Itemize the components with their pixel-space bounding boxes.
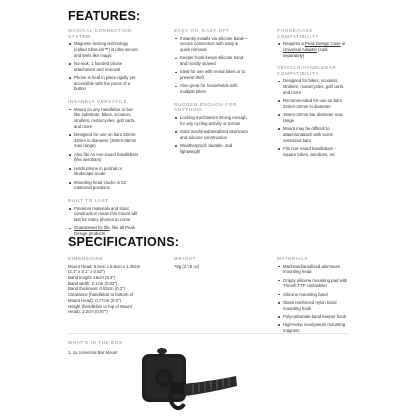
feature-list	[174, 36, 248, 95]
feature-list-item: Fits non-round handlebars - square tubes, aerobars, etc	[277, 146, 349, 157]
section-divider	[68, 333, 348, 334]
feature-list-item: Mount may be difficult to attach/unattach with some oversized bars	[277, 126, 349, 143]
dimension-line: Mount Head): 0.77cm (0.3")	[68, 297, 121, 303]
feature-list-item: Ideal for use with rental bikes or to prevent theft	[174, 69, 248, 80]
dimension-line: Band length: 16cm (6.3")	[68, 275, 116, 280]
feature-list	[68, 107, 140, 192]
materials-section	[277, 256, 349, 336]
dimension-line: (2.1" x 2.1" x 0.53")	[68, 269, 105, 275]
feature-list-item: Designed for bikes, scooters, strollers, motorcycles, golf carts, and more	[277, 78, 349, 95]
feature-list-item: Recommended for use on bars 22mm-32mm in diameter	[277, 98, 349, 109]
weight-section	[174, 256, 254, 269]
feature-list-item: Magnetic-locking technology (called SlimLink™) is ultra secure and feels like magic	[68, 41, 140, 58]
features-column-1	[68, 28, 140, 244]
feature-list-item: 19mm-32mm bar diameter max range	[277, 112, 349, 123]
feature-section	[68, 28, 140, 92]
in-the-box-heading: WHAT'S IN THE BOX	[68, 340, 123, 345]
feature-section	[68, 198, 140, 237]
feature-section-heading: EASY ON, EASY OFF	[174, 28, 230, 33]
feature-list-item: Mount on any handlebar or bar-like substrate: bikes, scooters, strollers, motorcycles, golf carts, and more	[68, 107, 140, 130]
materials-heading: MATERIALS	[277, 256, 309, 261]
material-list-item: Grippy silicone mounting pad with Thrush TTP Unitaskiter	[277, 278, 349, 289]
feature-list	[68, 206, 140, 237]
feature-list-item: Requires a Peak Design Case or Universal Adapter (sold separately)	[277, 41, 349, 58]
feature-section	[68, 99, 140, 191]
universal-bar-mount-image	[140, 346, 240, 416]
specifications-title: SPECIFICATIONS:	[68, 235, 180, 249]
feature-list-item: Also great for households with multiple bikes	[174, 83, 248, 94]
box-item: 1. 1x Universal Bar Mount	[68, 349, 118, 355]
feature-section	[174, 102, 248, 155]
dimensions-heading: DIMENSIONS	[68, 256, 104, 261]
material-list-item: Glass reinforced nylon band mounting hook	[277, 300, 349, 311]
feature-section	[277, 65, 349, 157]
feature-section	[174, 28, 248, 95]
feature-section-heading: PHONE/CASE COMPATIBILITY	[277, 28, 320, 39]
feature-section-heading: MAGICAL CONNECTION SYSTEM	[68, 28, 132, 39]
feature-section	[277, 28, 349, 58]
material-list-item: High-temp neodymium mounting magnets	[277, 322, 349, 333]
material-list-item: Polycarbonate band keeper hook	[277, 314, 349, 320]
material-list-item: Silicone mounting band	[277, 292, 349, 298]
features-column-2	[174, 28, 248, 161]
feature-list	[68, 41, 140, 92]
feature-list-item: Also fits on non-round handlebars (like aerobars)	[68, 152, 140, 163]
feature-section-heading: BUILT TO LAST	[68, 198, 109, 204]
dimension-line: Band thickness: 0.52cm (0.2")	[68, 286, 126, 292]
feature-section-heading: INSANELY VERSATILE	[68, 99, 128, 104]
feature-list-item: Guaranteed for life, like all Peak Design products	[68, 225, 140, 236]
dimensions-section	[68, 256, 168, 315]
features-column-3	[277, 28, 349, 164]
feature-list-item: Instantly installs via silicone band—secure connection with easy & quick removal	[174, 36, 248, 53]
material-list-item: Machined/anodized aluminum mounting head	[277, 264, 349, 275]
dimensions-list	[68, 264, 168, 315]
dimension-line: Clearance (handlebar to bottom of	[68, 292, 134, 298]
dimension-line: Head): 2.2cm (0.87")	[68, 309, 108, 315]
feature-list-item: Designed for use on bars 22mm-32mm in diameter (19mm-36mm max range)	[68, 132, 140, 149]
materials-list	[277, 264, 349, 334]
feature-list-item: Weatherproof, durable, and lightweight	[174, 143, 248, 154]
feature-list-item: Premium materials and stout construction mean this mount will last for many phones to come	[68, 206, 140, 223]
feature-list-item: Locking mechanism strong enough for any cycling activity or terrain	[174, 115, 248, 126]
feature-section-heading: VEHICLE/HANDLEBAR COMPATIBILITY	[277, 65, 337, 76]
feature-list-item: Keeper hook keeps silicone band and mostly stowed	[174, 55, 248, 66]
feature-list-item: Solid machined/anodized aluminum and silicone construction	[174, 129, 248, 140]
dimension-line: Band width: 2.1cm (0.83")	[68, 280, 118, 286]
feature-list	[174, 115, 248, 154]
dimension-line: Height (handlebar to top of Mount	[68, 303, 133, 309]
dimension-line: Mount Head: 5.5cm x 5.5cm x 1.35cm	[68, 263, 141, 269]
feature-section-heading: RUGGED ENOUGH FOR ANYTHING	[174, 101, 237, 113]
weight-heading: WEIGHT	[174, 256, 196, 261]
features-title: FEATURES:	[68, 9, 141, 23]
feature-list-item: No-look, 1 handed phone attachment and removal	[68, 61, 140, 72]
feature-list	[277, 41, 349, 58]
feature-list-item: Holds phone in portrait or landscape mode	[68, 166, 140, 177]
feature-list	[277, 78, 349, 157]
feature-list-item: Phone is held in place rigidly yet accessible with the press of a button	[68, 75, 140, 92]
feature-list-item: Mounting head clocks in 22 rotational positions	[68, 180, 140, 191]
weight-value: 78g (2.75 oz)	[174, 263, 200, 269]
